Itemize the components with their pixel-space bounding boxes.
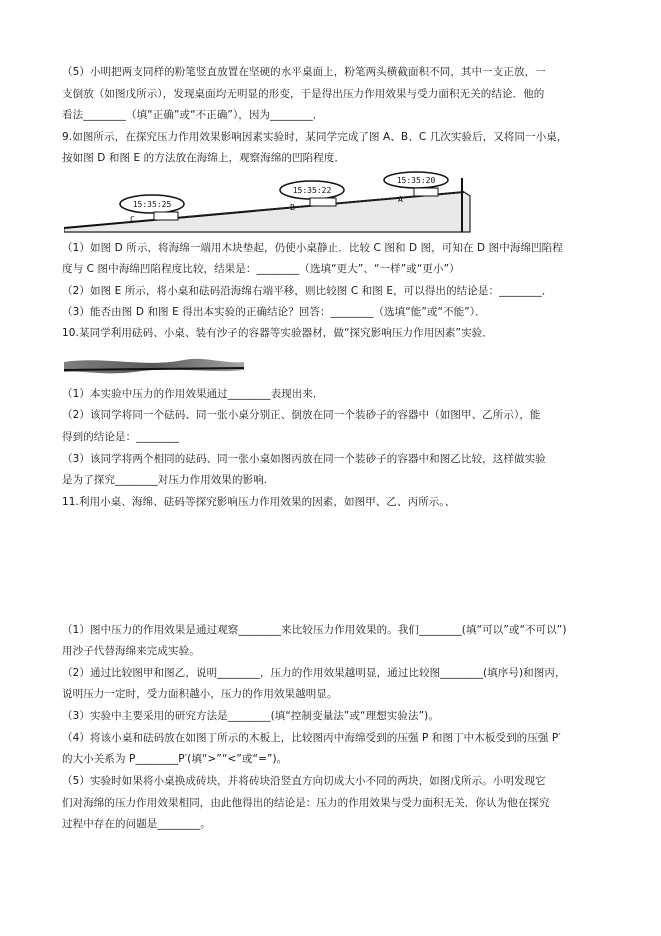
- q10-figure: [64, 350, 244, 378]
- q11-sub1-line1: （1）图中压力的作用效果是通过观察________来比较压力作用效果的。我们________(填“可以”或“不可以”): [62, 624, 567, 636]
- label-c: C: [130, 215, 135, 224]
- q10-sub2-line2: 得到的结论是：________: [62, 431, 179, 443]
- q8-5-line1: （5）小明把两支同样的粉笔竖直放置在坚硬的水平桌面上，粉笔两头横截面积不同，其中一支正放，一: [62, 66, 546, 78]
- label-a: A: [398, 195, 403, 204]
- q9-sub1-line1: （1）如图 D 所示，将海绵一端用木块垫起，仍使小桌静止．比较 C 图和 D 图，可知在 D 图中海绵凹陷程: [62, 242, 563, 254]
- q9-sub2: （2）如图 E 所示，将小桌和砝码沿海绵右端平移，则比较图 C 和图 E，可以得出的结论是：________．: [62, 285, 553, 297]
- q10-sub3-line1: （3）该同学将两个相同的砝码、同一张小桌如图丙放在同一个装砂子的容器中和图乙比较，这样做实验: [62, 453, 546, 465]
- q8-5-line3: 看法________（填“正确”或“不正确”），因为________．: [62, 109, 324, 121]
- q9-stem-line1: 9.如图所示，在探究压力作用效果影响因素实验时，某同学完成了图 A、B、C 几次实验后，又将同一小桌，: [62, 131, 568, 143]
- q11-sub5-line2: 们对海绵的压力作用效果相同，由此他得出的结论是：压力的作用效果与受力面积无关．你认为他在探究: [62, 797, 550, 809]
- q10-stem: 10.某同学利用砝码、小桌、装有沙子的容器等实验器材，做“探究影响压力作用因素”实验．: [62, 327, 493, 339]
- q11-sub5-line3: 过程中存在的问题是________。: [62, 818, 211, 830]
- q11-sub1-line2: 用沙子代替海绵来完成实验。: [62, 645, 200, 657]
- q11-sub5-line1: （5）实验时如果将小桌换成砖块，并将砖块沿竖直方向切成大小不同的两块，如图戊所示。小明发现它: [62, 775, 546, 787]
- q9-ruler-figure: [64, 170, 474, 236]
- q9-stem-line2: 按如图 D 和图 E 的方法放在海绵上，观察海绵的凹陷程度．: [62, 152, 346, 164]
- label-b: B: [290, 203, 295, 212]
- q10-sub2-line1: （2）该同学将同一个砝码、同一张小桌分别正、倒放在同一个装砂子的容器中（如图甲、乙所示），能: [62, 409, 541, 421]
- time-a: 15:35:20: [396, 176, 436, 185]
- q9-sub3: （3）能否由图 D 和图 E 得出本实验的正确结论？回答：________（选填“能”或“不能”）．: [62, 306, 486, 318]
- q11-sub2-line2: 说明压力一定时，受力面积越小，压力的作用效果越明显。: [62, 688, 338, 700]
- q11-sub3: （3）实验中主要采用的研究方法是________(填“控制变量法”或“理想实验法”)。: [62, 710, 439, 722]
- q11-stem: 11.利用小桌、海绵、砝码等探究影响压力作用效果的因素，如图甲、乙、丙所示。、: [62, 496, 456, 508]
- q10-sub3-line2: 是为了探究________对压力作用效果的影响.: [62, 474, 268, 486]
- q11-sub4-line1: （4）将该小桌和砝码放在如图丁所示的木板上，比较图丙中海绵受到的压强 P 和图丁中木板受到的压强 P′: [62, 732, 561, 744]
- q9-sub1-line2: 度与 C 图中海绵凹陷程度比较，结果是：________（选填“更大”、“一样”或“更小”）: [62, 263, 460, 275]
- incline-board: [64, 192, 470, 232]
- time-c: 15:35:25: [132, 200, 172, 209]
- q10-sub1: （1）本实验中压力的作用效果通过________表现出来．: [62, 388, 324, 400]
- q8-5-line2: 支倒放（如图戊所示），发现桌面均无明显的形变，于是得出压力作用效果与受力面积无关的结论．他的: [62, 88, 545, 100]
- q11-sub2-line1: （2）通过比较图甲和图乙，说明________，压力的作用效果越明显，通过比较图________(填序号)和图丙，: [62, 667, 566, 679]
- q11-sub4-line2: 的大小关系为 P________P′(填“>”“<”或“=”)。: [62, 753, 288, 765]
- time-b: 15:35:22: [292, 186, 332, 195]
